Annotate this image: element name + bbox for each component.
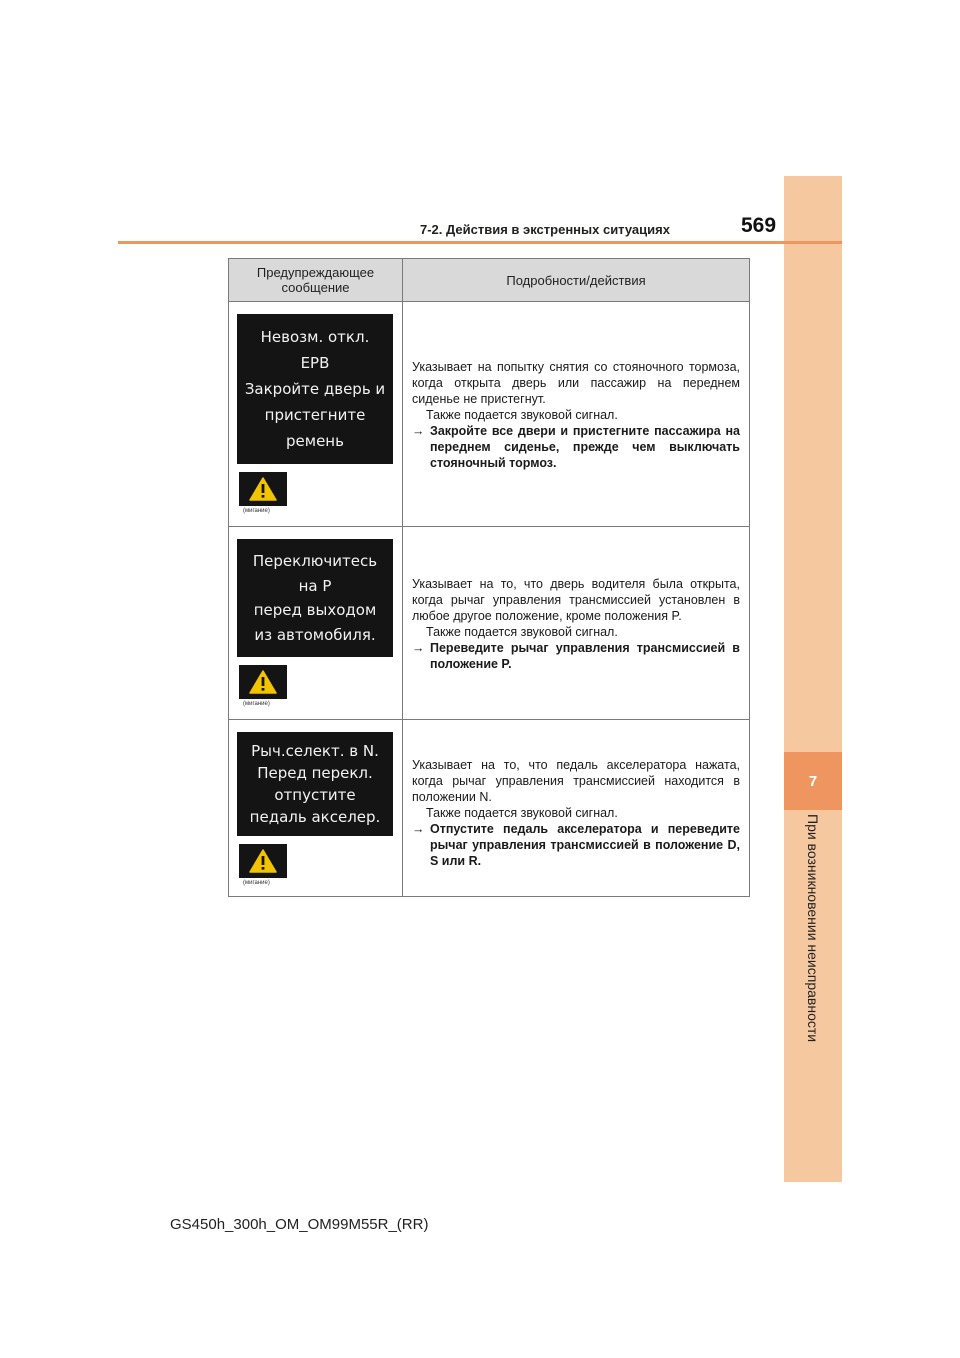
chapter-number: 7 bbox=[784, 752, 842, 810]
display-line: отпустите bbox=[274, 786, 356, 804]
message-cell bbox=[229, 302, 403, 527]
action-item bbox=[412, 821, 740, 869]
description: Указывает на попытку снятия со стояночного тормоза, когда открыта дверь или пассажир на переднем сиденье не пристегнут. bbox=[412, 360, 740, 406]
action-item bbox=[412, 640, 740, 672]
table-row bbox=[229, 302, 750, 527]
action-text: Отпустите педаль акселератора и переведите рычаг управления трансмиссией в положение D, S или R. bbox=[430, 822, 740, 868]
details-cell bbox=[403, 302, 750, 527]
blink-label: (мигание) bbox=[243, 701, 270, 707]
message-cell bbox=[229, 527, 403, 720]
message-cell bbox=[229, 720, 403, 897]
sound-note: Также подается звуковой сигнал. bbox=[426, 625, 618, 639]
description: Указывает на то, что дверь водителя была открыта, когда рычаг управления трансмиссией установлен в любое другое положение, кроме положения P. bbox=[412, 577, 740, 623]
display-line: Невозм. откл. bbox=[260, 328, 370, 346]
section-title: 7-2. Действия в экстренных ситуациях bbox=[420, 222, 670, 237]
display-line: педаль акселер. bbox=[249, 808, 381, 826]
page-number: 569 bbox=[741, 214, 777, 237]
right-arrow-icon: → bbox=[412, 822, 425, 836]
table-row bbox=[229, 527, 750, 720]
right-arrow-icon: → bbox=[412, 424, 425, 438]
details-text bbox=[404, 721, 748, 869]
chapter-title-text: При возникновении неисправности bbox=[805, 814, 821, 1043]
display-screen bbox=[237, 539, 393, 657]
header-divider bbox=[118, 241, 842, 244]
sound-note: Также подается звуковой сигнал. bbox=[426, 408, 618, 422]
display-line: Переключитесь bbox=[252, 551, 378, 570]
display-line: EPB bbox=[300, 354, 330, 372]
details-cell bbox=[403, 720, 750, 897]
chapter-title bbox=[784, 814, 842, 1074]
warning-triangle-icon bbox=[239, 472, 287, 506]
table-row bbox=[229, 720, 750, 897]
display-line: на P bbox=[298, 576, 332, 595]
blink-label: (мигание) bbox=[243, 508, 270, 514]
details-text bbox=[404, 303, 748, 471]
blink-label: (мигание) bbox=[243, 880, 270, 886]
action-item bbox=[412, 423, 740, 471]
sound-note: Также подается звуковой сигнал. bbox=[426, 806, 618, 820]
warning-triangle-icon bbox=[239, 844, 287, 878]
table-header-row bbox=[229, 259, 750, 302]
warning-messages-table bbox=[228, 258, 750, 897]
display-screen bbox=[237, 314, 393, 464]
display-line: из автомобиля. bbox=[254, 626, 376, 645]
col-header-details: Подробности/действия bbox=[403, 259, 750, 302]
display-line: Рыч.селект. в N. bbox=[251, 742, 379, 760]
action-text: Переведите рычаг управления трансмиссией в положение P. bbox=[430, 641, 740, 671]
warning-triangle-icon bbox=[239, 665, 287, 699]
col-header-message: Предупреждающее сообщение bbox=[229, 259, 403, 302]
description: Указывает на то, что педаль акселератора нажата, когда рычаг управления трансмиссией находится в положении N. bbox=[412, 758, 740, 804]
right-arrow-icon: → bbox=[412, 641, 425, 655]
display-line: ремень bbox=[286, 432, 344, 450]
display-line: Перед перекл. bbox=[257, 764, 373, 782]
action-text: Закройте все двери и пристегните пассажира на переднем сиденье, прежде чем выключать стояночный тормоз. bbox=[430, 424, 740, 470]
display-line: перед выходом bbox=[253, 601, 377, 620]
details-text bbox=[404, 528, 748, 672]
display-line: Закройте дверь и bbox=[244, 380, 386, 398]
details-cell bbox=[403, 527, 750, 720]
document-code: GS450h_300h_OM_OM99M55R_(RR) bbox=[170, 1216, 429, 1233]
display-line: пристегните bbox=[264, 406, 366, 424]
display-screen bbox=[237, 732, 393, 836]
